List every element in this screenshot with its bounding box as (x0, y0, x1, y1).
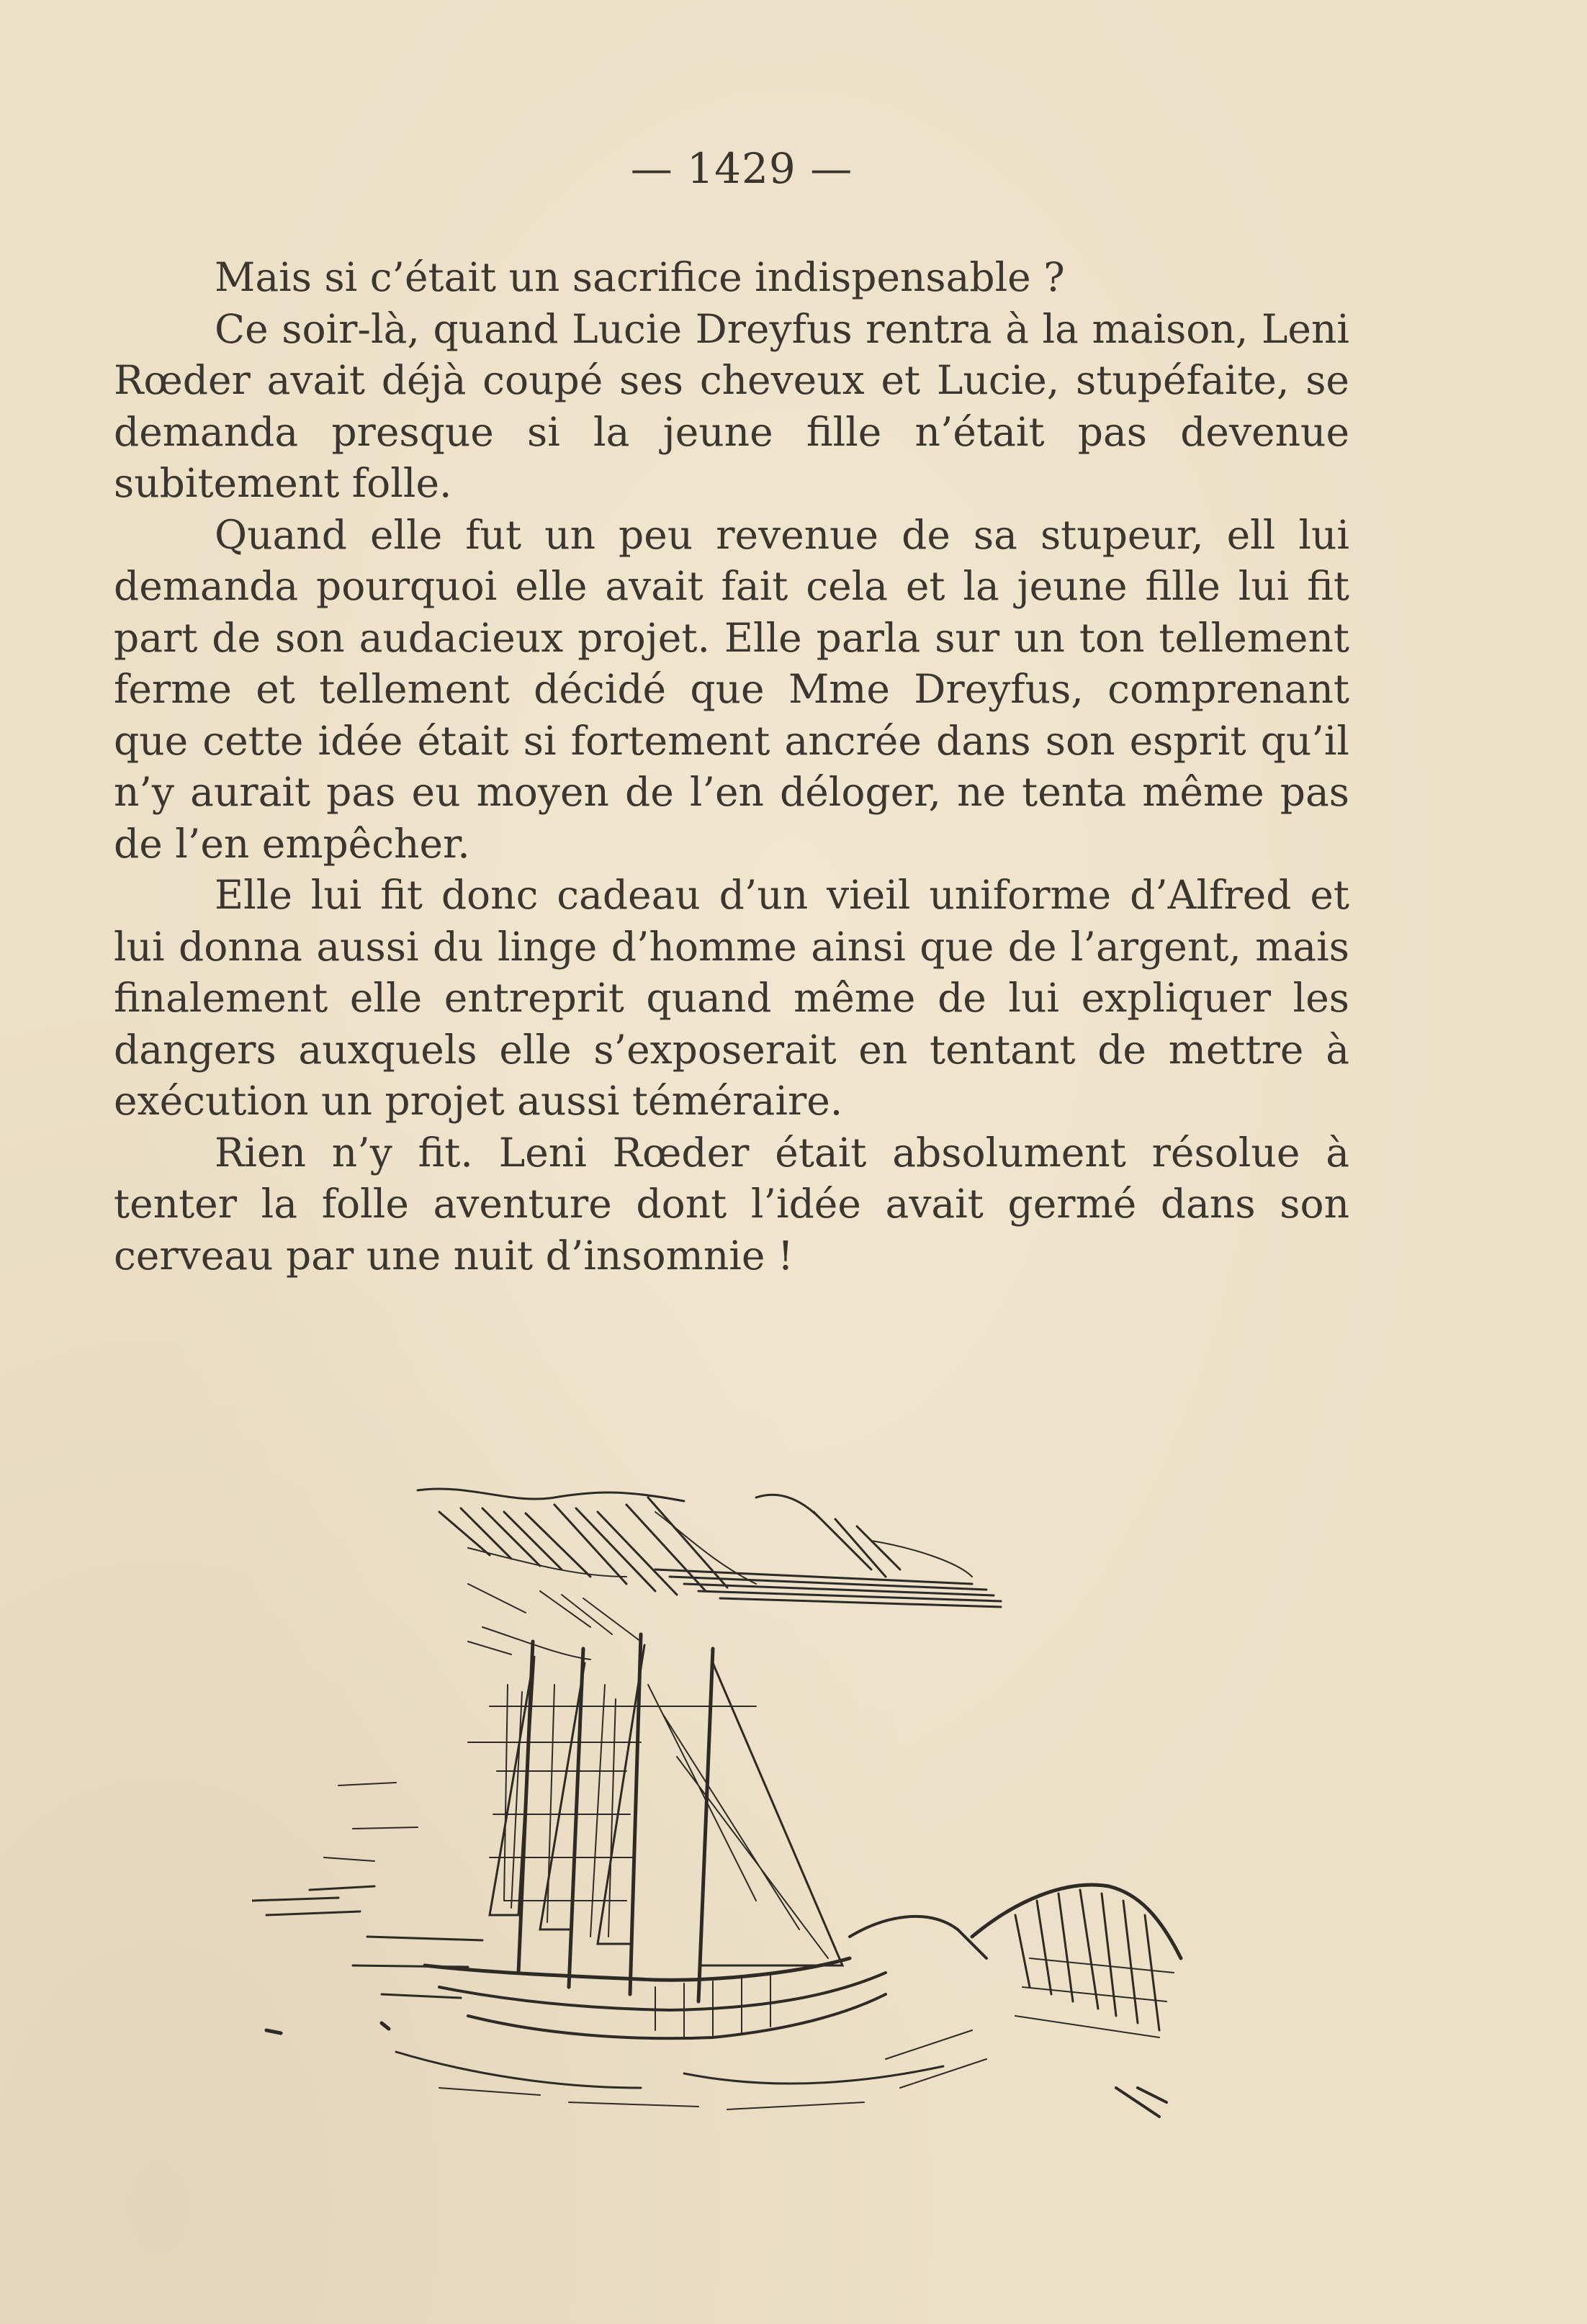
water-lines (252, 1783, 1166, 2117)
paragraph: Rien n’y fit. Leni Rœder était absolument résolue à tenter la folle aventure dont l’idée avait germé dans son cerveau par une nuit d’insomnie ! (114, 1129, 1349, 1279)
paragraph: Quand elle fut un peu revenue de sa stupeur, ell lui demanda pourquoi elle avait fait cela et la jeune fille lui fit part de son audacieux projet. Elle parla sur un ton tellement ferme et tellement décidé que Mme Dreyfus, comprenant que cette idée était si fortement ancrée dans son esprit qu’il n’y aurait pas eu moyen de l’en déloger, ne tenta même pas de l’en empêcher. (114, 511, 1349, 867)
page-number: — 1429 — (630, 144, 853, 193)
boat-hulls (425, 1917, 986, 2038)
sailing-boats-engraving (252, 1469, 1246, 2145)
engraving-svg (252, 1469, 1246, 2145)
sky-clouds (418, 1489, 1001, 1659)
paragraph: Elle lui fit donc cadeau d’un vieil uniforme d’Alfred et lui donna aussi du linge d’homme ainsi que de l’argent, mais finalement elle entreprit quand même de lui expliquer les dangers auxquels elle s’exposerait en tentant de mettre à exécution un projet aussi téméraire. (114, 872, 1349, 1124)
paragraph: Mais si c’était un sacrifice indispensable ? (215, 254, 1065, 300)
boat-sails (490, 1645, 842, 1965)
body-text (114, 252, 1349, 1282)
paragraph: Ce soir-là, quand Lucie Dreyfus rentra à la maison, Leni Rœder avait déjà coupé ses cheveux et Lucie, stupéfaite, se demanda presque si la jeune fille n’était pas devenue subitement folle. (114, 305, 1349, 506)
rocks-right (972, 1885, 1181, 2037)
